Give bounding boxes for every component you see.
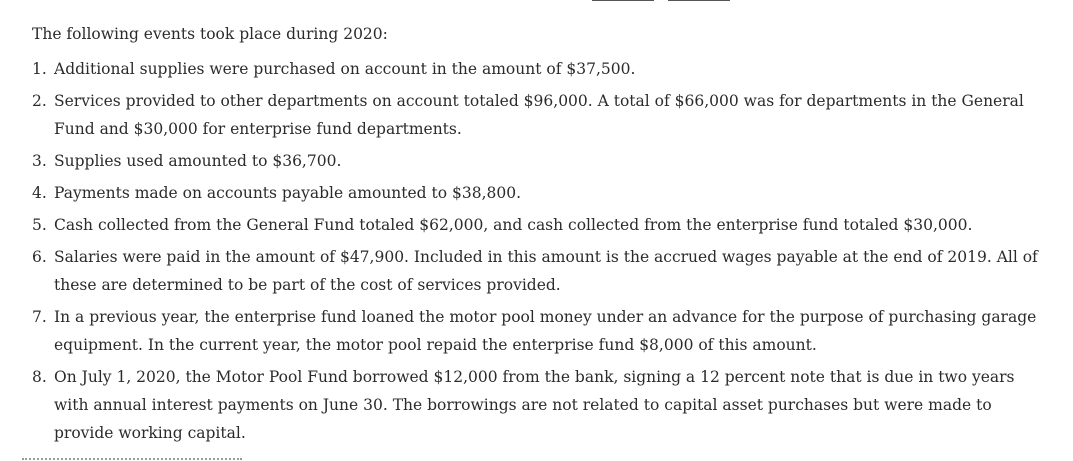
- event-text: Cash collected from the General Fund totaled $62,000, and cash collected from the enterprise fund totaled $30,000.: [54, 216, 973, 234]
- event-text: Salaries were paid in the amount of $47,900. Included in this amount is the accrued wages payable at the end of 2019. All of these are determined to be part of the cost of services provided.: [54, 248, 1038, 294]
- event-number: 6.: [32, 248, 47, 266]
- intro-text: The following events took place during 2020:: [32, 25, 388, 43]
- top-divider-left: [592, 0, 654, 1]
- top-divider-right: [668, 0, 730, 1]
- event-item-3: [32, 147, 1042, 175]
- event-number: 7.: [32, 308, 47, 326]
- event-number: 5.: [32, 216, 47, 234]
- event-text: On July 1, 2020, the Motor Pool Fund borrowed $12,000 from the bank, signing a 12 percent note that is due in two years with annual interest payments on June 30. The borrowings are not related to capital asset purchases but were made to provide working capital.: [54, 368, 1015, 442]
- event-item-8: [32, 363, 1042, 447]
- event-item-7: [32, 303, 1042, 359]
- event-item-5: [32, 211, 1042, 239]
- event-item-6: [32, 243, 1042, 299]
- event-text: Supplies used amounted to $36,700.: [54, 152, 342, 170]
- event-item-4: [32, 179, 1042, 207]
- event-number: 2.: [32, 92, 47, 110]
- event-number: 1.: [32, 60, 47, 78]
- event-item-2: [32, 87, 1042, 143]
- event-text: Additional supplies were purchased on account in the amount of $37,500.: [54, 60, 636, 78]
- event-text: In a previous year, the enterprise fund loaned the motor pool money under an advance for the purpose of purchasing garage equipment. In the current year, the motor pool repaid the enterprise fund $8,000 of this amount.: [54, 308, 1037, 354]
- event-number: 4.: [32, 184, 47, 202]
- events-list: [32, 55, 1042, 451]
- event-item-1: [32, 55, 1042, 83]
- event-text: Services provided to other departments on account totaled $96,000. A total of $66,000 was for departments in the General Fund and $30,000 for enterprise fund departments.: [54, 92, 1024, 138]
- event-number: 3.: [32, 152, 47, 170]
- event-text: Payments made on accounts payable amounted to $38,800.: [54, 184, 522, 202]
- event-number: 8.: [32, 368, 47, 386]
